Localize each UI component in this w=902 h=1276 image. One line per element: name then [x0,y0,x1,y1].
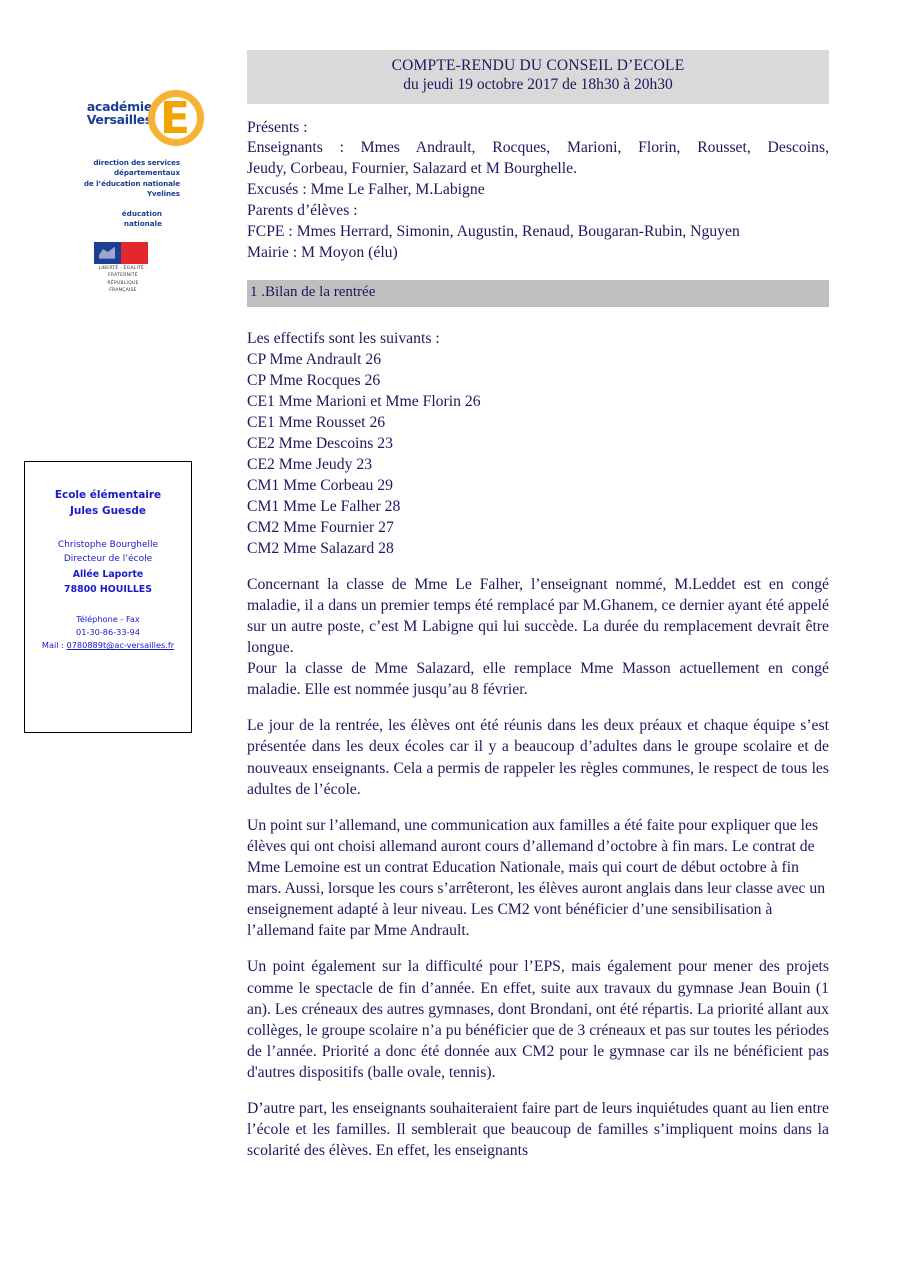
document-title: COMPTE-RENDU DU CONSEIL D’ECOLE [391,57,685,74]
attendees-excused: Excusés : Mme Le Falher, M.Labigne [247,181,485,199]
mail-label: Mail : [41,640,67,651]
paragraph-le-falher-replacement: Concernant la classe de Mme Le Falher, l’enseignant nommé, M.Leddet est en congé maladie, il a dans un premier temps été remplacé par M.Ghanem, ce dernier ayant été appelé sur un autre poste, c’est M Labigne qui lui succède. La durée du remplacement devrait être longue. [247,575,829,657]
logo-subtitle-line-2: départementaux [114,168,180,178]
attendees-mairie: Mairie : M Moyon (élu) [247,244,398,262]
class-row: CE1 Mme Rousset 26 [247,413,386,431]
republic-motto-line-2: RÉPUBLIQUE FRANÇAISE [107,281,139,294]
paragraph-lien-familles [247,1098,829,1161]
class-row: CP Mme Andrault 26 [247,350,382,368]
republic-motto-line-1: LIBERTÉ · ÉGALITÉ · FRATERNITÉ [98,265,148,278]
logo-subtitle-line-3: de l’éducation nationale [83,178,180,188]
paragraph-group-replacements [247,574,829,701]
school-address-box [24,461,192,733]
document-body [247,0,829,1161]
ministry-block [56,209,196,230]
paragraph-salazard-replacement: Pour la classe de Mme Salazard, elle remplace Mme Masson actuellement en congé maladie. Elle est nommée jusqu’au 8 février. [247,660,829,699]
effectifs-intro: Les effectifs sont les suivants : [247,329,440,347]
academie-versailles-logo [56,93,196,295]
attendees-parents-heading: Parents d’élèves : [247,202,358,220]
director-name: Christophe Bourghelle [57,539,159,550]
logo-subtitle-block [56,158,196,200]
class-row: CM1 Mme Corbeau 29 [247,476,393,494]
logo-subtitle-line-1: direction des services [93,158,180,167]
paragraph-lien-familles-text: D’autre part, les enseignants souhaiteraient faire part de leurs inquiétudes quant au lien entre l’école et les familles. Il semblerait que beaucoup de familles s’impliquent moins dans la scolarité des élèves. En effet, les enseignants [247,1100,829,1160]
french-flag-icon [94,242,150,264]
flag-blue-panel [94,242,121,264]
paragraph-allemand-text: Un point sur l’allemand, une communication aux familles a été faite pour expliquer que les élèves qui ont choisi allemand auront cours d’allemand d’octobre à fin mars. Le contrat de Mme Lemoine est un contrat Education Nationale, mais qui court de début octobre à fin mars. Aussi, lorsque les cours s’arrêteront, les élèves auront anglais dans leur classe avec un enseignement adapté à leur niveau. Les CM2 vont bénéficier d’une sensibilisation à l’allemand faite par Mme Andrault. [247,816,826,940]
logo-word-versailles: Versailles [86,112,152,128]
attendees-teachers-line-2: Jeudy, Corbeau, Fournier, Salazard et M Bourghelle. [247,160,578,178]
director-role: Directeur de l’école [63,554,153,565]
section-heading-1: 1 .Bilan de la rentrée [247,280,829,307]
phone-label: Téléphone - Fax [76,614,140,625]
logo-monogram-e: E [160,93,191,144]
ministry-line-2: nationale [123,219,162,229]
school-name-line-2: Jules Guesde [69,504,147,517]
document-title-band [247,50,829,104]
class-row: CE2 Mme Jeudy 23 [247,455,373,473]
class-row: CE1 Mme Marioni et Mme Florin 26 [247,392,481,410]
logo-subtitle-line-4: Yvelines [146,189,180,199]
attendees-teachers-line-1: Enseignants : Mmes Andrault, Rocques, Marioni, Florin, Rousset, Descoins, [247,139,829,157]
school-name-line-1: Ecole élémentaire [54,489,162,501]
paragraph-eps [247,956,829,1083]
class-row: CE2 Mme Descoins 23 [247,434,393,452]
attendees-section [247,118,829,265]
paragraph-allemand [247,815,829,942]
republique-francaise-logo [94,242,152,296]
mail-address-link[interactable]: 0780889t@ac-versailles.fr [66,640,175,651]
class-row: CP Mme Rocques 26 [247,371,381,389]
class-row: CM2 Mme Fournier 27 [247,518,394,536]
class-row: CM2 Mme Salazard 28 [247,539,394,557]
document-subtitle: du jeudi 19 octobre 2017 de 18h30 à 20h30 [403,76,673,94]
class-headcount-list [247,328,829,559]
mail-row [25,639,191,652]
logo-wordmark-row [56,93,196,150]
phone-number: 01-30-86-33-94 [76,627,140,638]
paragraph-eps-text: Un point également sur la difficulté pour l’EPS, mais également pour mener des projets comme le spectacle de fin d’année. En effet, suite aux travaux du gymnase Jean Bouin (1 an). Les créneaux des autres gymnases, dont Brondani, ont été répartis. La priorité allant aux collèges, le groupe scolaire n’a pu bénéficier que de 3 créneaux et pas sur toutes les périodes de l’année. Priorité a donc été donnée aux CM2 pour le gymnase car ils ne bénéficient pas d'autres dispositifs (balle ovale, tennis). [247,958,829,1081]
school-city: 78800 HOUILLES [64,583,152,595]
school-street: Allée Laporte [72,568,144,580]
left-sidebar-column [0,0,240,1276]
attendees-fcpe: FCPE : Mmes Herrard, Simonin, Augustin, Renaud, Bougaran-Rubin, Nguyen [247,223,740,241]
flag-red-panel [121,242,148,264]
logo-word-academie: académie [86,99,152,114]
paragraph-rentree-text: Le jour de la rentrée, les élèves ont été réunis dans les deux préaux et chaque équipe s’est présentée dans les deux écoles car il y a beaucoup d’adultes dans le groupe scolaire et de nouveaux enseignants. Cela a permis de rappeler les règles communes, le respect de tous les adultes de l’école. [247,717,829,798]
class-row: CM1 Mme Le Falher 28 [247,497,401,515]
ministry-line-1: éducation [121,208,162,218]
paragraph-rentree-day [247,715,829,799]
attendees-heading: Présents : [247,118,308,136]
logo-wordmark-text [87,100,152,126]
